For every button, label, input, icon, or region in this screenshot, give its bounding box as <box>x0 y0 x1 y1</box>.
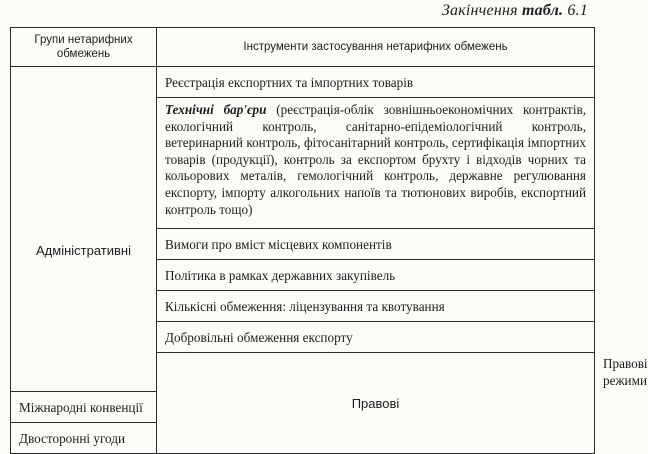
instrument-cell: Вимоги про вміст місцевих компонентів <box>157 229 595 260</box>
header-instruments: Інструменти застосування нетарифних обмежень <box>157 28 595 67</box>
instrument-cell: Добровільні обмеження експорту <box>157 322 595 353</box>
instrument-cell: Реєстрація експортних та імпортних товарів <box>157 67 595 98</box>
instrument-cell: Міжнародні конвенції <box>11 392 157 423</box>
group-administrative <box>11 67 157 392</box>
header-row <box>11 28 595 67</box>
instrument-cell: Двосторонні угоди <box>11 423 157 454</box>
instrument-cell: Політика в рамках державних закупівель <box>157 260 595 291</box>
group-legal <box>157 353 595 454</box>
group-label: Адміністративні <box>36 243 131 258</box>
technical-term: Технічні бар'єри <box>165 102 267 117</box>
caption-prefix: Закінчення <box>441 2 518 19</box>
nontariff-table <box>10 27 648 454</box>
caption-number: 6.1 <box>567 2 588 19</box>
table-caption <box>442 2 588 20</box>
instrument-cell: Кількісні обмеження: ліцензування та квотування <box>157 291 595 322</box>
caption-emphasis: табл. <box>521 2 564 19</box>
instrument-technical-barriers <box>157 98 595 229</box>
technical-details: (реєстрація-облік зовнішньоекономічних контрактів, екологічний контроль, санітарно-епідеміологічний контроль, ветеринарний контроль, фітосанітарний контроль, сертифікація імпортних товарів (продукції), контроль за експортом брухту і відходів чорних та кольорових металів, гемологічний контроль, державне регулювання експорту, імпорту алкогольних напоїв та тютюнових виробів, експортний контроль тощо) <box>165 102 587 217</box>
table-row <box>11 67 595 98</box>
group-label: Правові <box>351 395 400 411</box>
header-groups: Групи нетарифних обмежень <box>11 28 157 67</box>
table-row: Правові Правові режими <box>11 353 595 392</box>
